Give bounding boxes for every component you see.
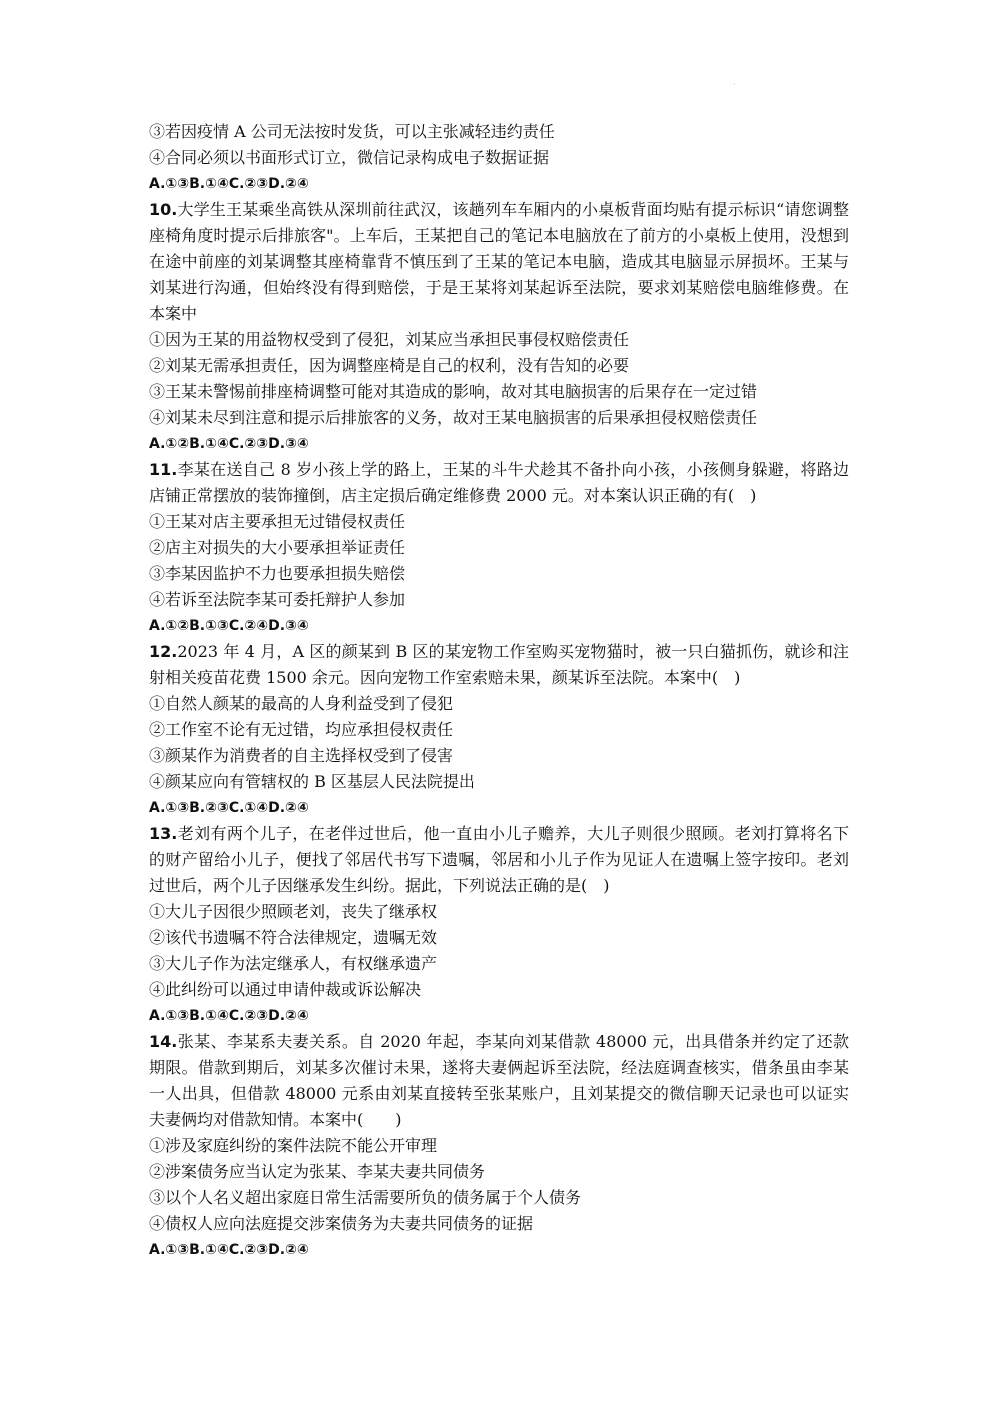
- option-line: ③大儿子作为法定继承人，有权继承遗产: [149, 954, 438, 973]
- option-line: ①因为王某的用益物权受到了侵犯，刘某应当承担民事侵权赔偿责任: [149, 330, 630, 349]
- question-number: 13.: [149, 824, 178, 843]
- option-line: ②该代书遗嘱不符合法律规定，遗嘱无效: [149, 928, 438, 947]
- question-number: 12.: [149, 642, 178, 661]
- question-content: [149, 119, 849, 1263]
- option-line: ④此纠纷可以通过申请仲裁或诉讼解决: [149, 980, 422, 999]
- question-text: 老刘有两个儿子，在老伴过世后，他一直由小儿子赡养，大儿子则很少照顾。老刘打算将名下的财产留给小儿子，便找了邻居代书写下遗嘱，邻居和小儿子作为见证人在遗嘱上签字按印。老刘过世后，两个儿子因继承发生纠纷。据此，下列说法正确的是( ): [149, 824, 849, 895]
- option-line: ②店主对损失的大小要承担举证责任: [149, 538, 406, 557]
- question-stem: [149, 821, 849, 899]
- option-line: ④债权人应向法庭提交涉案债务为夫妻共同债务的证据: [149, 1214, 534, 1233]
- question-stem: [149, 1029, 849, 1133]
- question-stem: [149, 639, 849, 691]
- question-number: 14.: [149, 1032, 178, 1051]
- question-text: 2023 年 4 月，A 区的颜某到 B 区的某宠物工作室购买宠物猫时，被一只白猫抓伤，就诊和注射相关疫苗花费 1500 余元。因向宠物工作室索赔未果，颜某诉至法院。本案中( ): [149, 642, 849, 687]
- question-number: 11.: [149, 460, 178, 479]
- option-line: ③李某因监护不力也要承担损失赔偿: [149, 564, 406, 583]
- answer-choices: A.①③B.①④C.②③D.②④: [149, 1242, 309, 1258]
- option-line: ②工作室不论有无过错，均应承担侵权责任: [149, 720, 454, 739]
- option-line: ①涉及家庭纠纷的案件法院不能公开审理: [149, 1136, 438, 1155]
- question-text: 张某、李某系夫妻关系。自 2020 年起，李某向刘某借款 48000 元，出具借条并约定了还款期限。借款到期后，刘某多次催讨未果，遂将夫妻俩起诉至法院，经法庭调查核实，借条虽由李某一人出具，但借款 48000 元系由刘某直接转至张某账户，且刘某提交的微信聊天记录也可以证实夫妻俩均对借款知情。本案中( ): [149, 1032, 849, 1129]
- option-line: ③以个人名义超出家庭日常生活需要所负的债务属于个人债务: [149, 1188, 582, 1207]
- answer-choices: A.①②B.①③C.②④D.③④: [149, 618, 309, 634]
- option-line: ④若诉至法院李某可委托辩护人参加: [149, 590, 406, 609]
- option-line: ③若因疫情 A 公司无法按时发货，可以主张减轻违约责任: [149, 122, 555, 141]
- option-line: ②刘某无需承担责任，因为调整座椅是自己的权利，没有告知的必要: [149, 356, 630, 375]
- corner-mark: ·: [733, 80, 736, 89]
- option-line: ④合同必须以书面形式订立，微信记录构成电子数据证据: [149, 148, 550, 167]
- answer-choices: A.①②B.①④C.②③D.③④: [149, 436, 309, 452]
- option-line: ②涉案债务应当认定为张某、李某夫妻共同债务: [149, 1162, 486, 1181]
- option-line: ④刘某未尽到注意和提示后排旅客的义务，故对王某电脑损害的后果承担侵权赔偿责任: [149, 408, 758, 427]
- option-line: ③颜某作为消费者的自主选择权受到了侵害: [149, 746, 454, 765]
- question-stem: [149, 457, 849, 509]
- option-line: ①自然人颜某的最高的人身利益受到了侵犯: [149, 694, 454, 713]
- option-line: ①王某对店主要承担无过错侵权责任: [149, 512, 406, 531]
- option-line: ③王某未警惕前排座椅调整可能对其造成的影响，故对其电脑损害的后果存在一定过错: [149, 382, 758, 401]
- option-line: ①大儿子因很少照顾老刘，丧失了继承权: [149, 902, 438, 921]
- answer-choices: A.①③B.②③C.①④D.②④: [149, 800, 309, 816]
- option-line: ④颜某应向有管辖权的 B 区基层人民法院提出: [149, 772, 475, 791]
- question-number: 10.: [149, 200, 178, 219]
- question-stem: [149, 197, 849, 327]
- answer-choices: A.①③B.①④C.②③D.②④: [149, 1008, 309, 1024]
- answer-choices: A.①③B.①④C.②③D.②④: [149, 176, 309, 192]
- question-text: 李某在送自己 8 岁小孩上学的路上，王某的斗牛犬趁其不备扑向小孩，小孩侧身躲避，将路边店铺正常摆放的装饰撞倒，店主定损后确定维修费 2000 元。对本案认识正确的有( ): [149, 460, 849, 505]
- question-text: 大学生王某乘坐高铁从深圳前往武汉，该趟列车车厢内的小桌板背面均贴有提示标识“请您调整座椅角度时提示后排旅客"。上车后，王某把自己的笔记本电脑放在了前方的小桌板上使用，没想到在途中前座的刘某调整其座椅靠背不慎压到了王某的笔记本电脑，造成其电脑显示屏损坏。王某与刘某进行沟通，但始终没有得到赔偿，于是王某将刘某起诉至法院，要求刘某赔偿电脑维修费。在本案中: [149, 200, 849, 323]
